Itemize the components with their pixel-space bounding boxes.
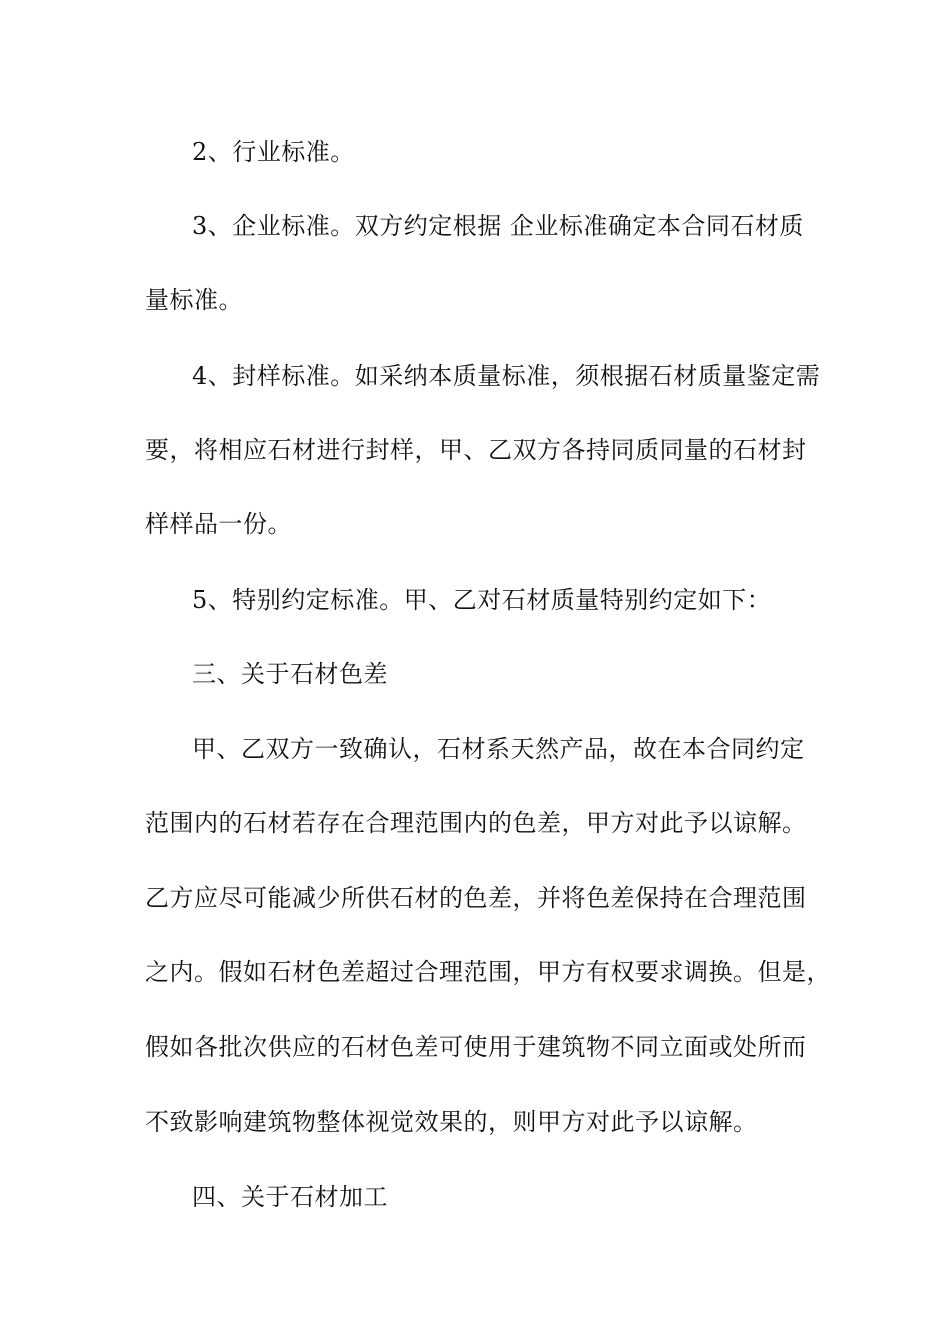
section-heading-processing: 四、关于石材加工 bbox=[192, 1183, 388, 1211]
paragraph-standard-4-line-1: 4、封样标准。如采纳本质量标准，须根据石材质量鉴定需 bbox=[192, 362, 821, 390]
paragraph-standard-5: 5、特别约定标准。甲、乙对石材质量特别约定如下： bbox=[192, 586, 772, 614]
paragraph-standard-3-line-2: 量标准。 bbox=[145, 286, 243, 314]
section-heading-color-difference: 三、关于石材色差 bbox=[192, 660, 388, 688]
paragraph-standard-4-line-2: 要，将相应石材进行封样，甲、乙双方各持同质同量的石材封 bbox=[145, 436, 807, 464]
paragraph-color-difference-line-6: 不致影响建筑物整体视觉效果的，则甲方对此予以谅解。 bbox=[145, 1108, 758, 1136]
paragraph-color-difference-line-2: 范围内的石材若存在合理范围内的色差，甲方对此予以谅解。 bbox=[145, 809, 807, 837]
paragraph-standard-4-line-3: 样样品一份。 bbox=[145, 510, 292, 538]
paragraph-standard-3-line-1: 3、企业标准。双方约定根据 企业标准确定本合同石材质 bbox=[192, 212, 804, 240]
paragraph-color-difference-line-3: 乙方应尽可能减少所供石材的色差，并将色差保持在合理范围 bbox=[145, 884, 807, 912]
paragraph-color-difference-line-4: 之内。假如石材色差超过合理范围，甲方有权要求调换。但是， bbox=[145, 958, 831, 986]
paragraph-color-difference-line-1: 甲、乙双方一致确认，石材系天然产品，故在本合同约定 bbox=[192, 735, 805, 763]
paragraph-standard-2: 2、行业标准。 bbox=[192, 138, 355, 166]
paragraph-color-difference-line-5: 假如各批次供应的石材色差可使用于建筑物不同立面或处所而 bbox=[145, 1033, 807, 1061]
